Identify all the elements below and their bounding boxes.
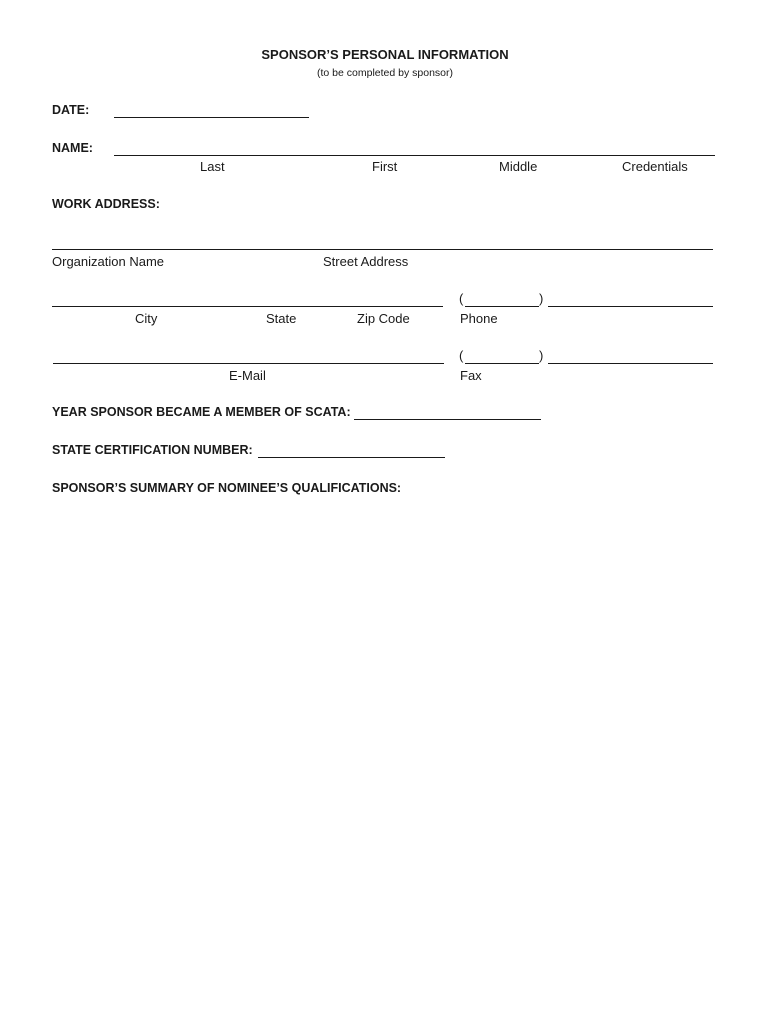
fax-number-field[interactable] <box>548 363 713 364</box>
phone-number-field[interactable] <box>548 306 713 307</box>
city-caption: City <box>135 311 158 326</box>
email-field[interactable] <box>53 363 444 364</box>
state-caption: State <box>266 311 297 326</box>
street-caption: Street Address <box>323 254 409 269</box>
fax-area-close: ) <box>539 348 544 363</box>
name-caption-first: First <box>372 159 398 174</box>
fax-area-code-field[interactable] <box>465 363 539 364</box>
name-field[interactable] <box>114 155 715 156</box>
summary-label: SPONSOR’S SUMMARY OF NOMINEE’S QUALIFICATIONS: <box>52 481 402 495</box>
phone-caption: Phone <box>460 311 498 326</box>
city-state-zip-field[interactable] <box>52 306 443 307</box>
phone-area-code-field[interactable] <box>465 306 539 307</box>
fax-area-open: ( <box>459 348 464 363</box>
certification-label: STATE CERTIFICATION NUMBER: <box>52 443 253 457</box>
year-member-field[interactable] <box>354 419 541 420</box>
name-caption-middle: Middle <box>499 159 538 174</box>
summary-area[interactable] <box>52 505 712 985</box>
fax-caption: Fax <box>460 368 482 383</box>
organization-caption: Organization Name <box>52 254 164 269</box>
form-title: SPONSOR’S PERSONAL INFORMATION <box>261 47 509 62</box>
zip-caption: Zip Code <box>357 311 410 326</box>
email-caption: E-Mail <box>229 368 266 383</box>
name-caption-credentials: Credentials <box>622 159 688 174</box>
name-label: NAME: <box>52 141 93 155</box>
work-address-label: WORK ADDRESS: <box>52 197 160 211</box>
name-caption-last: Last <box>200 159 225 174</box>
phone-area-close: ) <box>539 291 544 306</box>
form-subtitle: (to be completed by sponsor) <box>317 67 453 79</box>
phone-area-open: ( <box>459 291 464 306</box>
organization-street-field[interactable] <box>52 249 713 250</box>
year-member-label: YEAR SPONSOR BECAME A MEMBER OF SCATA: <box>52 405 351 419</box>
date-field[interactable] <box>114 117 309 118</box>
certification-field[interactable] <box>258 457 445 458</box>
date-label: DATE: <box>52 103 90 117</box>
